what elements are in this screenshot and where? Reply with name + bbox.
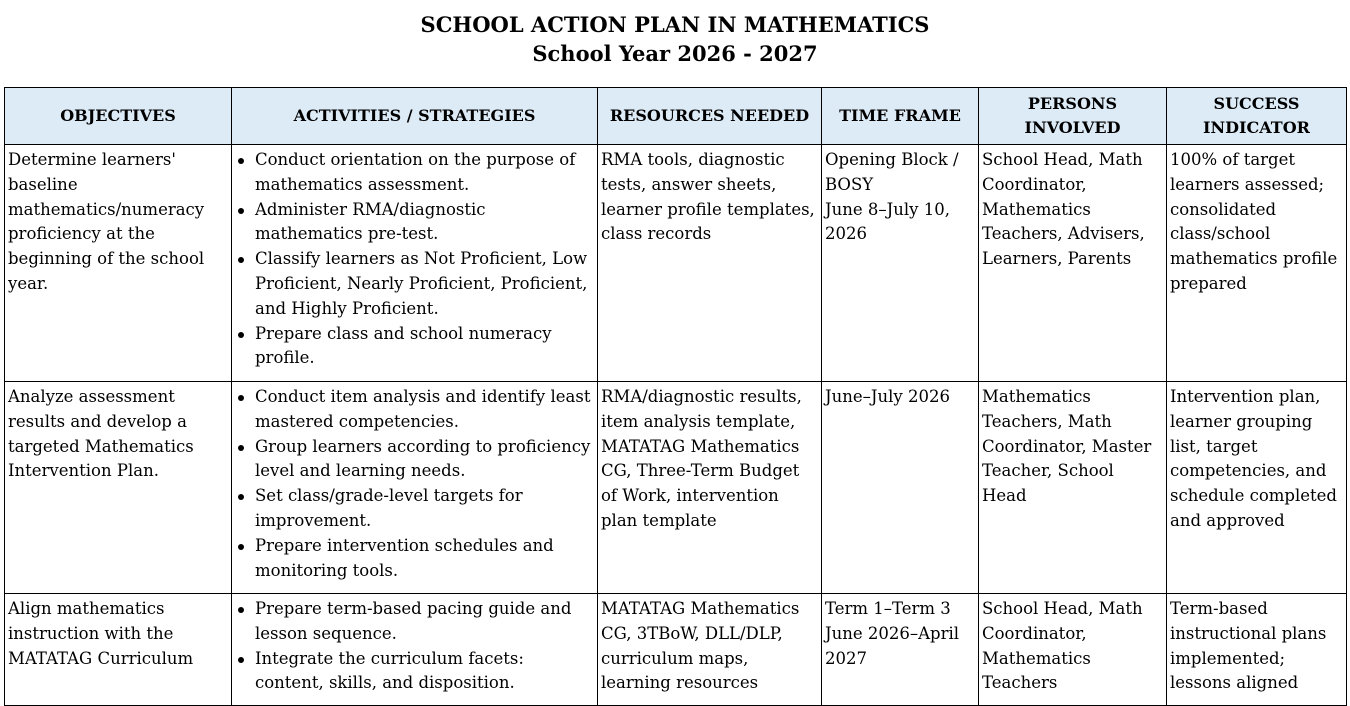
cell-time-frame — [822, 145, 979, 382]
activities-list — [235, 385, 594, 583]
time-frame-line: June 8–July 10, 2026 — [825, 199, 950, 244]
cell-objective: Analyze assessment results and develop a targeted Mathematics Intervention Plan. — [5, 382, 232, 594]
list-item: Group learners according to proficiency level and learning needs. — [255, 435, 594, 485]
time-frame-line: Opening Block / BOSY — [825, 150, 959, 194]
list-item: Conduct item analysis and identify least mastered competencies. — [255, 385, 594, 435]
cell-persons: School Head, Math Coordinator, Mathematics Teachers — [979, 594, 1167, 706]
list-item: Integrate the curriculum facets: content, skills, and disposition. — [255, 647, 594, 697]
list-item: Prepare intervention schedules and monitoring tools. — [255, 534, 594, 584]
cell-activities — [232, 145, 598, 382]
list-item: Prepare term-based pacing guide and lesson sequence. — [255, 597, 594, 647]
cell-objective: Align mathematics instruction with the MATATAG Curriculum — [5, 594, 232, 706]
document-title: SCHOOL ACTION PLAN IN MATHEMATICS — [420, 12, 930, 37]
cell-indicator: Intervention plan, learner grouping list, target competencies, and schedule completed and approved — [1167, 382, 1347, 594]
header-time-frame: TIME FRAME — [822, 88, 979, 145]
cell-resources: RMA tools, diagnostic tests, answer sheets, learner profile templates, class records — [598, 145, 822, 382]
time-frame-line: June–July 2026 — [825, 387, 950, 406]
header-persons-involved: PERSONS INVOLVED — [979, 88, 1167, 145]
cell-indicator: Term-based instructional plans implemented; lessons aligned — [1167, 594, 1347, 706]
action-plan-table — [4, 87, 1347, 706]
header-resources: RESOURCES NEEDED — [598, 88, 822, 145]
cell-time-frame — [822, 594, 979, 706]
header-activities: ACTIVITIES / STRATEGIES — [232, 88, 598, 145]
cell-time-frame — [822, 382, 979, 594]
table-header-row — [5, 88, 1347, 145]
list-item: Classify learners as Not Proficient, Low Proficient, Nearly Proficient, Proficient, and Highly Proficient. — [255, 247, 594, 321]
activities-list — [235, 148, 594, 371]
list-item: Administer RMA/diagnostic mathematics pre-test. — [255, 198, 594, 248]
list-item: Prepare class and school numeracy profile. — [255, 322, 594, 372]
cell-persons: Mathematics Teachers, Math Coordinator, Master Teacher, School Head — [979, 382, 1167, 594]
cell-activities — [232, 382, 598, 594]
cell-resources: MATATAG Mathematics CG, 3TBoW, DLL/DLP, curriculum maps, learning resources — [598, 594, 822, 706]
activities-list — [235, 597, 594, 696]
cell-activities — [232, 594, 598, 706]
cell-resources: RMA/diagnostic results, item analysis template, MATATAG Mathematics CG, Three-Term Budget of Work, intervention plan template — [598, 382, 822, 594]
header-objectives: OBJECTIVES — [5, 88, 232, 145]
list-item: Set class/grade-level targets for improvement. — [255, 484, 594, 534]
cell-persons: School Head, Math Coordinator, Mathematics Teachers, Advisers, Learners, Parents — [979, 145, 1167, 382]
table-row — [5, 594, 1347, 706]
document-header — [0, 10, 1350, 68]
time-frame-line: Term 1–Term 3 — [825, 599, 951, 618]
cell-indicator: 100% of target learners assessed; consolidated class/school mathematics profile prepared — [1167, 145, 1347, 382]
document-subtitle: School Year 2026 - 2027 — [532, 41, 818, 66]
table-row — [5, 145, 1347, 382]
time-frame-line: June 2026–April 2027 — [825, 623, 960, 668]
cell-objective: Determine learners' baseline mathematics/numeracy proficiency at the beginning of the school year. — [5, 145, 232, 382]
header-success-indicator: SUCCESS INDICATOR — [1167, 88, 1347, 145]
list-item: Conduct orientation on the purpose of mathematics assessment. — [255, 148, 594, 198]
table-row — [5, 382, 1347, 594]
